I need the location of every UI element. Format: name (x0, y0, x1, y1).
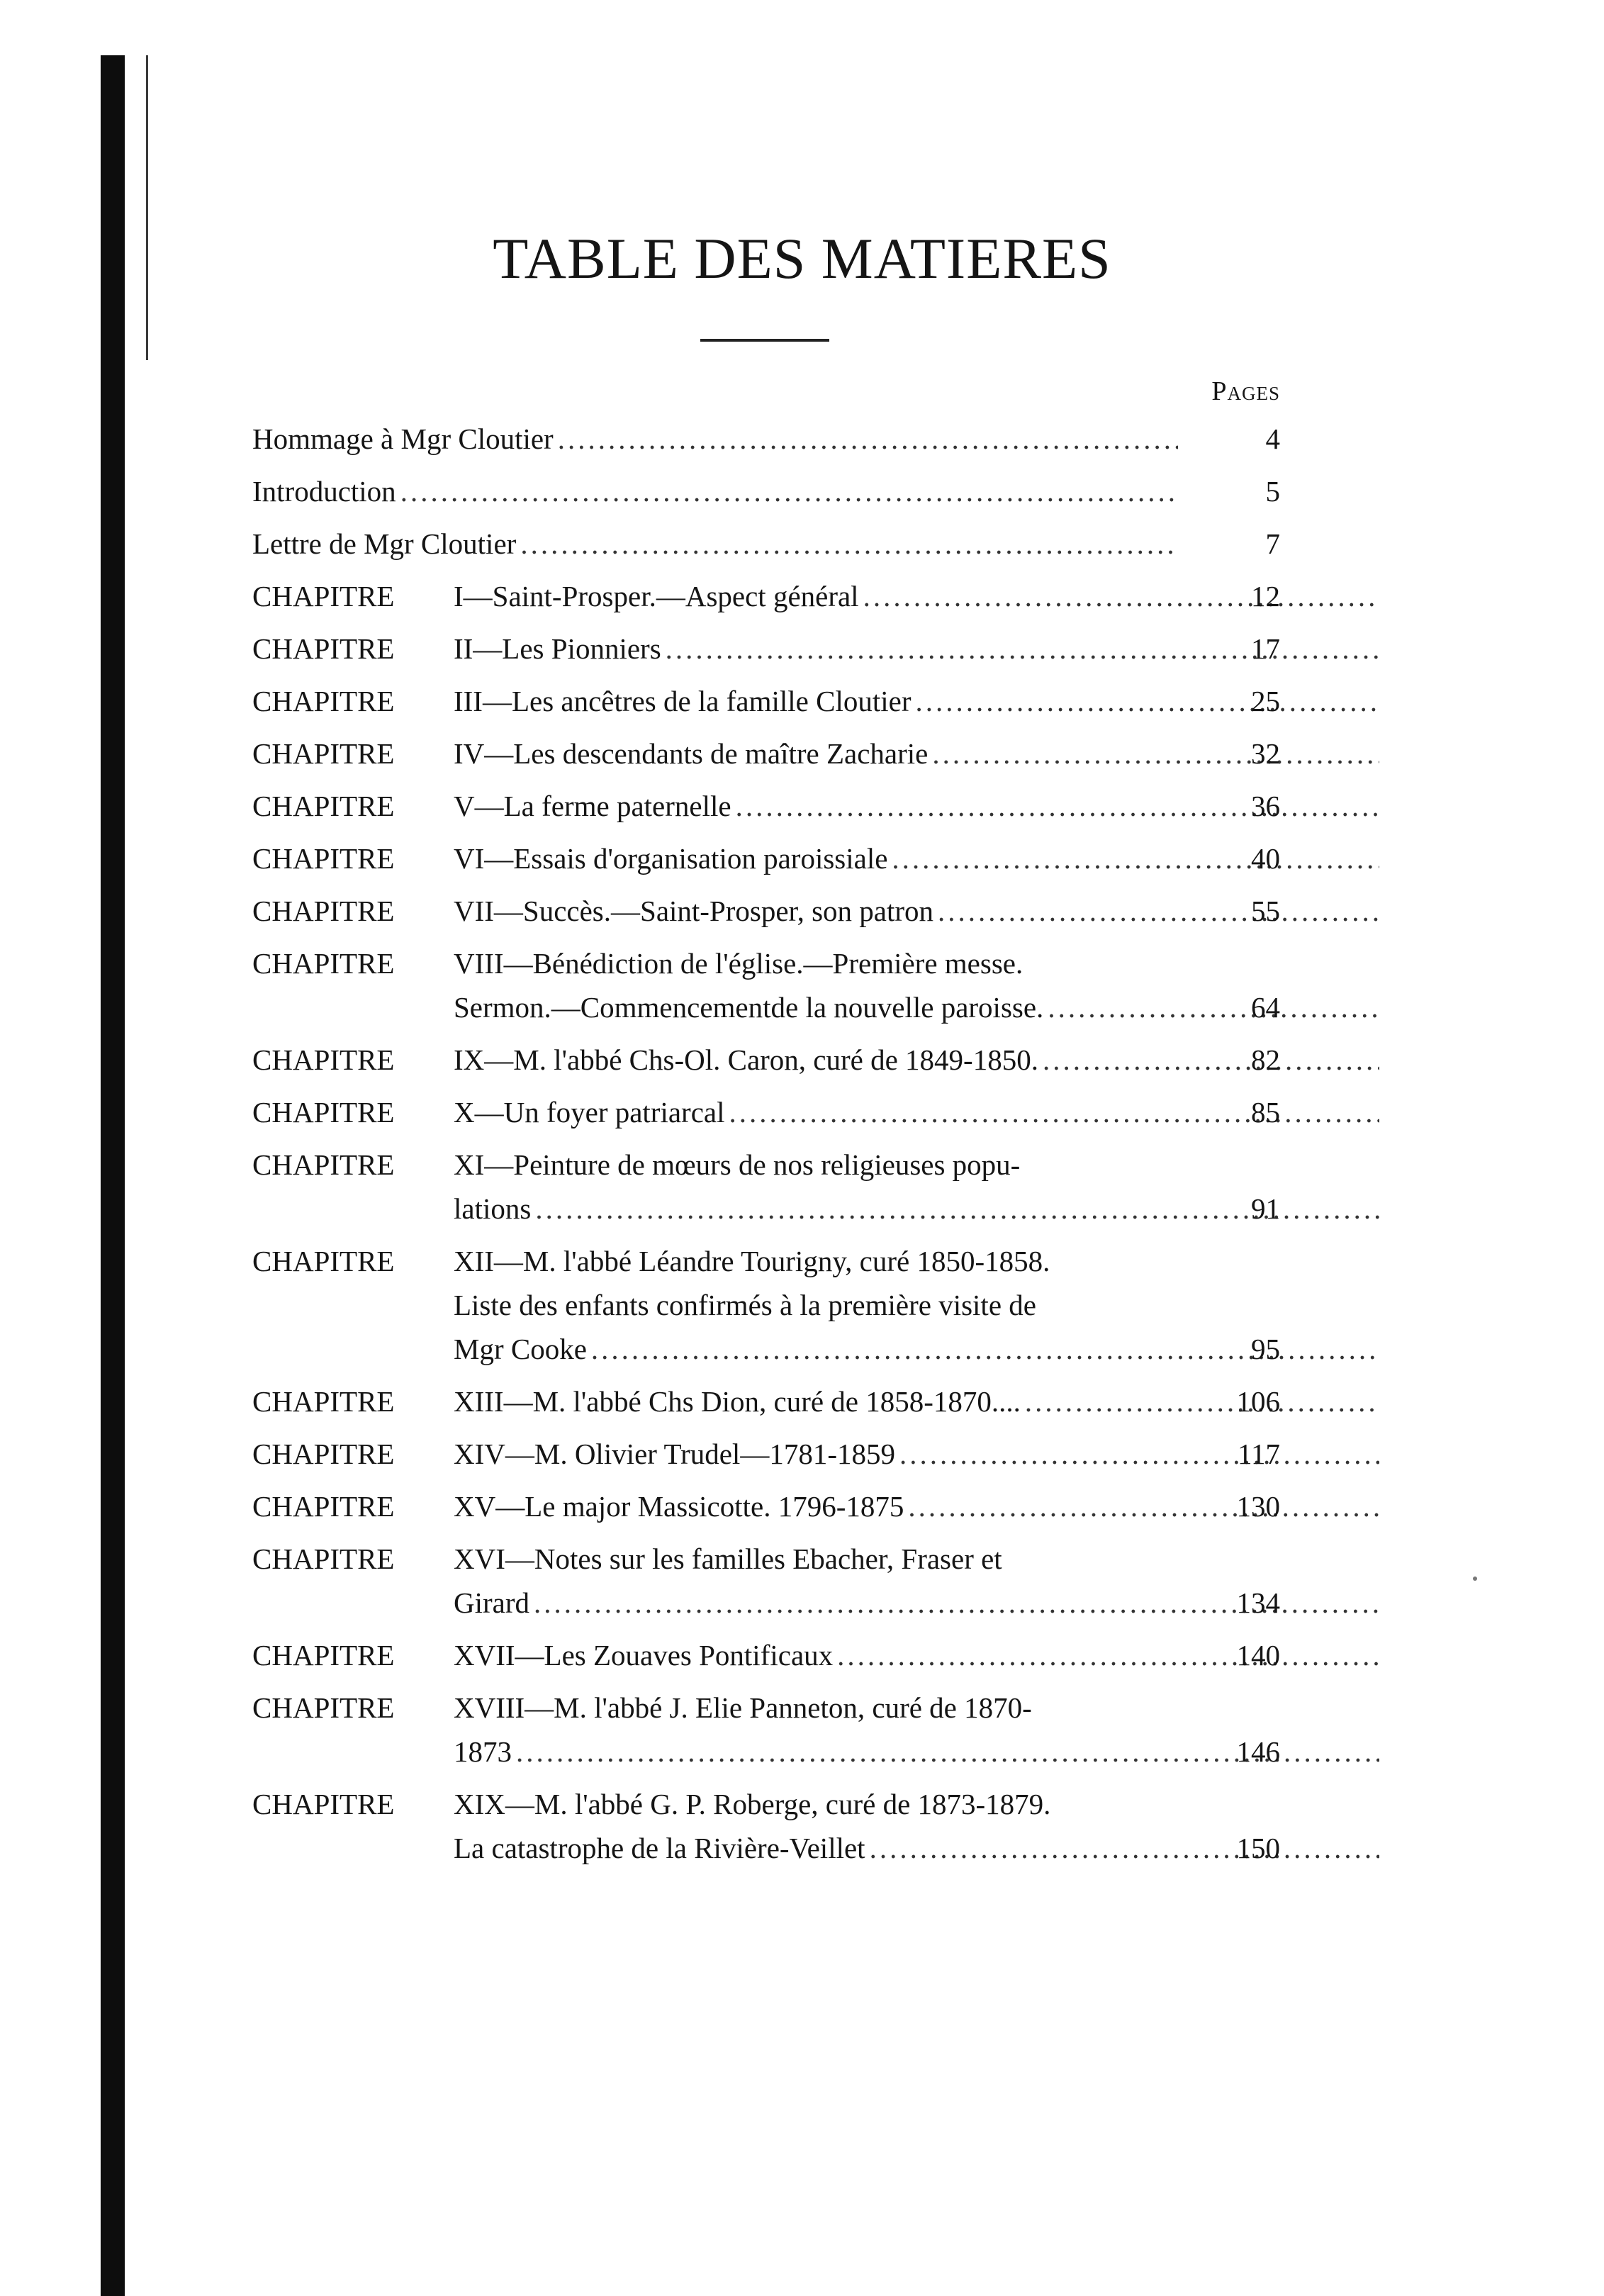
toc-entry (252, 732, 1280, 775)
entry-title-text: Mgr Cooke (454, 1333, 587, 1365)
entry-body (252, 1239, 1280, 1371)
entry-line (454, 1283, 1384, 1327)
entry-body (252, 1686, 1280, 1774)
toc-entry (252, 784, 1280, 828)
entry-title-text: VI—Essais d'organisation paroissiale (454, 842, 888, 875)
entry-title-text: II—Les Pionniers (454, 632, 661, 665)
page-number: 82 (1251, 1043, 1280, 1076)
page-number: 12 (1251, 580, 1280, 612)
entry-body (252, 784, 1280, 828)
toc-entry (252, 1038, 1280, 1082)
chapter-label: CHAPITRE (252, 1096, 395, 1129)
dot-leader (908, 1484, 1379, 1528)
entry-title-text: Lettre de Mgr Cloutier (252, 527, 517, 560)
dot-leader (400, 469, 1178, 513)
title-rule (700, 339, 829, 342)
dot-leader (932, 732, 1379, 775)
binding-line (146, 55, 148, 360)
entry-line (454, 1537, 1384, 1581)
dot-leader (899, 1432, 1379, 1476)
page-number: 134 (1236, 1586, 1280, 1619)
entry-title-text: VIII—Bénédiction de l'église.—Première messe. (454, 947, 1023, 980)
toc-entry (252, 417, 1280, 461)
page-number: 95 (1251, 1333, 1280, 1365)
entry-title-text: XVI—Notes sur les familles Ebacher, Fraser et (454, 1542, 1002, 1575)
dot-leader (558, 417, 1178, 461)
toc-entry (252, 1090, 1280, 1134)
entry-body (252, 1090, 1280, 1134)
entry-title-text: lations (454, 1192, 532, 1225)
entry-body (252, 889, 1280, 933)
page-number: 130 (1236, 1490, 1280, 1523)
page-number: 7 (1265, 527, 1280, 560)
toc-entry (252, 1633, 1280, 1677)
chapter-label: CHAPITRE (252, 1788, 395, 1820)
chapter-label: CHAPITRE (252, 842, 395, 875)
entry-title-text: XIX—M. l'abbé G. P. Roberge, curé de 1873-1879. (454, 1788, 1051, 1820)
entry-body (252, 1432, 1280, 1476)
dot-leader (729, 1090, 1380, 1134)
entry-body (252, 941, 1280, 1029)
entry-body (252, 417, 1280, 461)
entry-body (252, 1379, 1280, 1423)
toc-entry (252, 1484, 1280, 1528)
chapter-label: CHAPITRE (252, 1639, 395, 1671)
entry-body (252, 1484, 1280, 1528)
entry-title-text: VII—Succès.—Saint-Prosper, son patron (454, 895, 934, 927)
entry-title-text: Sermon.—Commencementde la nouvelle paroisse. (454, 991, 1044, 1024)
entry-body (252, 1143, 1280, 1231)
dot-leader (892, 836, 1379, 880)
entry-body (252, 679, 1280, 723)
entry-body (252, 1633, 1280, 1677)
chapter-label: CHAPITRE (252, 580, 395, 612)
entry-title-text: Introduction (252, 475, 396, 508)
dot-leader (863, 574, 1379, 618)
page-number: 64 (1251, 991, 1280, 1024)
page-number: 32 (1251, 737, 1280, 770)
entry-body (252, 522, 1280, 566)
toc-entry (252, 1379, 1280, 1423)
page-number: 91 (1251, 1192, 1280, 1225)
entry-title-text: I—Saint-Prosper.—Aspect général (454, 580, 859, 612)
dot-leader (915, 679, 1379, 723)
entry-body (252, 627, 1280, 671)
page-title: TABLE DES MATIERES (493, 226, 1111, 291)
entry-body (252, 1038, 1280, 1082)
chapter-label: CHAPITRE (252, 1490, 395, 1523)
entry-title-text: 1873 (454, 1735, 512, 1768)
pages-column-heading: Pages (1211, 376, 1280, 406)
page-number: 146 (1236, 1735, 1280, 1768)
entry-title-text: XI—Peinture de mœurs de nos religieuses popu- (454, 1148, 1021, 1181)
page-number: 140 (1236, 1639, 1280, 1671)
chapter-label: CHAPITRE (252, 790, 395, 822)
toc-entry (252, 941, 1280, 1029)
entry-line (454, 1782, 1384, 1826)
page-number: 5 (1265, 475, 1280, 508)
dot-leader (736, 784, 1379, 828)
entry-title-text: V—La ferme paternelle (454, 790, 731, 822)
chapter-label: CHAPITRE (252, 1148, 395, 1181)
page-number: 85 (1251, 1096, 1280, 1129)
chapter-label: CHAPITRE (252, 1542, 395, 1575)
entry-title-text: X—Un foyer patriarcal (454, 1096, 725, 1129)
toc-entry (252, 522, 1280, 566)
entry-line (454, 1239, 1384, 1283)
entry-title-text: XIII—M. l'abbé Chs Dion, curé de 1858-1870.... (454, 1385, 1021, 1418)
page-number: 106 (1236, 1385, 1280, 1418)
page-number: 150 (1236, 1832, 1280, 1864)
page-number: 36 (1251, 790, 1280, 822)
entry-line (454, 1143, 1384, 1187)
page-number: 17 (1251, 632, 1280, 665)
entry-line (454, 1686, 1384, 1730)
toc-entry (252, 574, 1280, 618)
toc-entry (252, 889, 1280, 933)
toc-entry (252, 1686, 1280, 1774)
page-number: 40 (1251, 842, 1280, 875)
chapter-label: CHAPITRE (252, 947, 395, 980)
toc-entry (252, 836, 1280, 880)
entry-body (252, 732, 1280, 775)
binding-edge (101, 55, 125, 2296)
toc-entry (252, 1143, 1280, 1231)
chapter-label: CHAPITRE (252, 1385, 395, 1418)
entry-body (252, 836, 1280, 880)
chapter-label: CHAPITRE (252, 737, 395, 770)
dot-leader (837, 1633, 1379, 1677)
chapter-label: CHAPITRE (252, 685, 395, 717)
entry-body (252, 1782, 1280, 1870)
dot-leader (520, 522, 1178, 566)
entry-title-text: XIV—M. Olivier Trudel—1781-1859 (454, 1438, 895, 1470)
entry-title-text: XVII—Les Zouaves Pontificaux (454, 1639, 834, 1671)
entry-line (252, 469, 1182, 513)
chapter-label: CHAPITRE (252, 1691, 395, 1724)
toc-entry (252, 1782, 1280, 1870)
entry-title-text: Girard (454, 1586, 530, 1619)
entry-title-text: IX—M. l'abbé Chs-Ol. Caron, curé de 1849-1850. (454, 1043, 1038, 1076)
entry-title-text: XVIII—M. l'abbé J. Elie Panneton, curé de 1870- (454, 1691, 1032, 1724)
entry-title-text: Liste des enfants confirmés à la première visite de (454, 1289, 1036, 1321)
entry-line (252, 417, 1182, 461)
entry-title-text: III—Les ancêtres de la famille Cloutier (454, 685, 912, 717)
entry-body (252, 1537, 1280, 1625)
toc-entry (252, 469, 1280, 513)
page-number: 117 (1238, 1438, 1280, 1470)
table-of-contents (252, 417, 1280, 1878)
entry-title-text: IV—Les descendants de maître Zacharie (454, 737, 929, 770)
toc-entry (252, 627, 1280, 671)
entry-title-text: Hommage à Mgr Cloutier (252, 422, 554, 455)
toc-entry (252, 679, 1280, 723)
toc-entry (252, 1432, 1280, 1476)
chapter-label: CHAPITRE (252, 1438, 395, 1470)
toc-entry (252, 1537, 1280, 1625)
dot-leader (938, 889, 1379, 933)
dot-leader (870, 1826, 1379, 1870)
chapter-label: CHAPITRE (252, 1245, 395, 1277)
margin-speck (1473, 1577, 1477, 1581)
page-number: 25 (1251, 685, 1280, 717)
entry-title-text: XII—M. l'abbé Léandre Tourigny, curé 1850-1858. (454, 1245, 1050, 1277)
entry-title-text: La catastrophe de la Rivière-Veillet (454, 1832, 865, 1864)
entry-title-text: XV—Le major Massicotte. 1796-1875 (454, 1490, 904, 1523)
chapter-label: CHAPITRE (252, 1043, 395, 1076)
entry-body (252, 469, 1280, 513)
chapter-label: CHAPITRE (252, 632, 395, 665)
chapter-label: CHAPITRE (252, 895, 395, 927)
page-number: 4 (1265, 422, 1280, 455)
entry-body (252, 574, 1280, 618)
toc-entry (252, 1239, 1280, 1371)
page-number: 55 (1251, 895, 1280, 927)
entry-line (252, 522, 1182, 566)
entry-line (454, 941, 1384, 985)
